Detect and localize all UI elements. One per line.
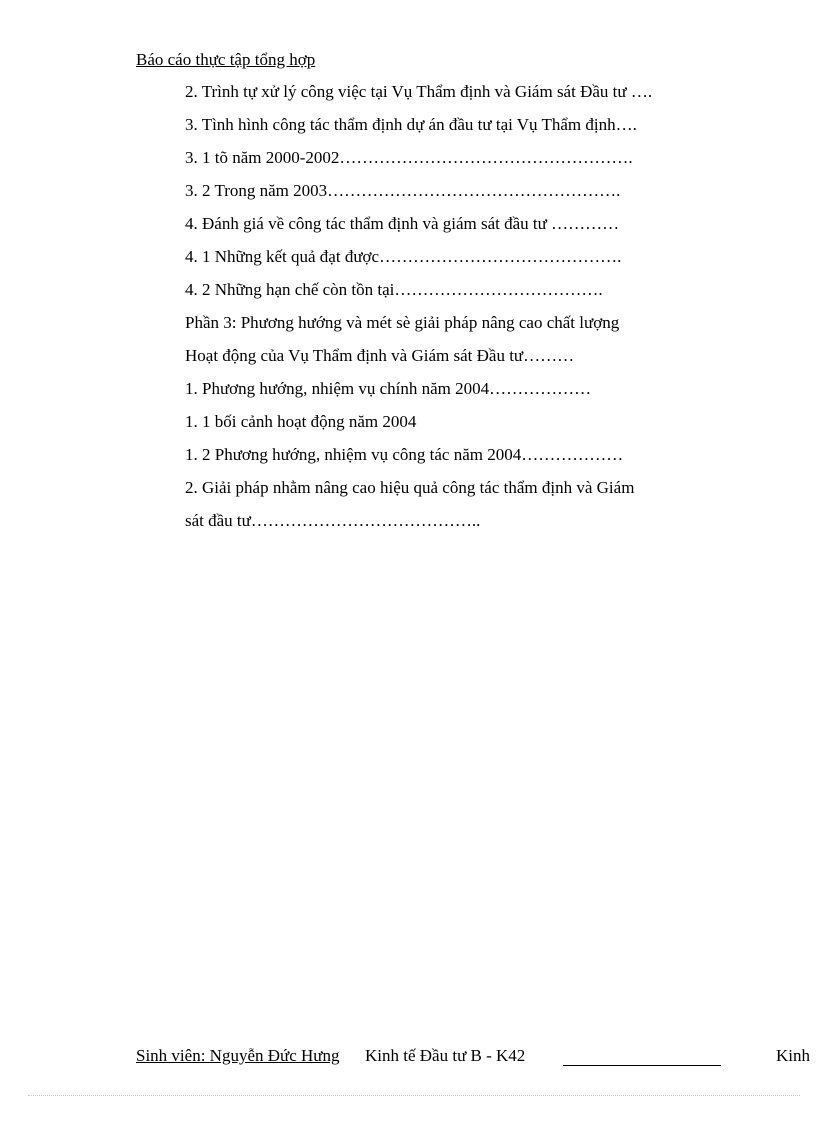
footer-rule-line: [563, 1065, 721, 1066]
footer-student-name: Sinh viên: Nguyễn Đức Hưng: [136, 1046, 340, 1065]
footer-class-name: Kinh tế Đầu tư B - K42: [365, 1046, 526, 1065]
toc-line: 3. 2 Trong năm 2003…………………………………………….: [185, 181, 621, 200]
page-footer: [136, 1045, 816, 1069]
toc-line: 1. 2 Phương hướng, nhiệm vụ công tác năm 2004………………: [185, 445, 624, 464]
toc-line: 2. Giải pháp nhằm nâng cao hiệu quả công tác thẩm định và Giám: [185, 478, 635, 497]
toc-line: Hoạt động của Vụ Thẩm định và Giám sát Đầu tư………: [185, 346, 575, 365]
toc-line: 4. Đánh giá về công tác thẩm định và giám sát đầu tư …………: [185, 214, 620, 233]
toc-line: 1. 1 bối cảnh hoạt động năm 2004: [185, 412, 417, 431]
page-bottom-divider: [28, 1095, 800, 1096]
toc-line: 4. 1 Những kết quả đạt được…………………………………….: [185, 247, 622, 266]
toc-line: 1. Phương hướng, nhiệm vụ chính năm 2004………………: [185, 379, 592, 398]
toc-line: sát đầu tư…………………………………..: [185, 511, 481, 530]
report-header-title: Báo cáo thực tập tổng hợp: [136, 50, 316, 69]
toc-line: Phần 3: Phương hướng và mét sè giải pháp nâng cao chất lượng: [185, 313, 620, 332]
toc-line: 2. Trình tự xử lý công việc tại Vụ Thẩm định và Giám sát Đầu tư ….: [185, 82, 653, 101]
toc-line: 4. 2 Những hạn chế còn tồn tại……………………………….: [185, 280, 603, 299]
footer-right-text: Kinh: [776, 1046, 810, 1065]
toc-line: 3. 1 tõ năm 2000-2002…………………………………………….: [185, 148, 633, 167]
toc-line: 3. Tình hình công tác thẩm định dự án đầu tư tại Vụ Thẩm định….: [185, 115, 637, 134]
table-of-contents: [185, 79, 725, 541]
